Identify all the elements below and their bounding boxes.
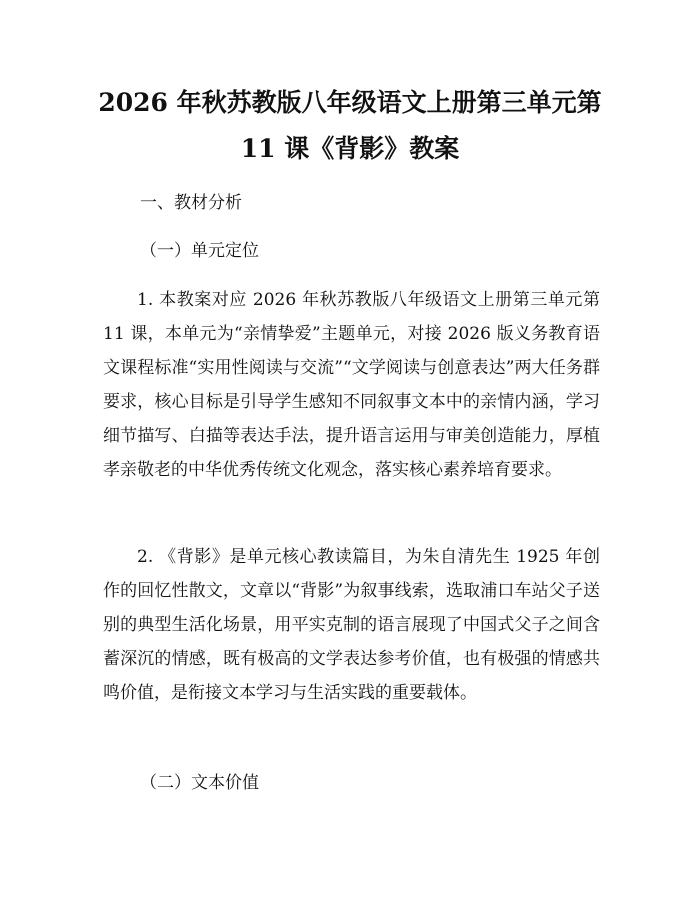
section-heading-textbook-analysis: 一、教材分析 [140, 193, 242, 213]
subsection-heading-unit-positioning: （一）单元定位 [140, 241, 259, 261]
document-title-line-1: 2026 年秋苏教版八年级语文上册第三单元第 [98, 88, 602, 117]
document-title-line-2: 11 课《背影》教案 [240, 134, 460, 163]
paragraph-1: 1. 本教案对应 2026 年秋苏教版八年级语文上册第三单元第 11 课，本单元为“亲情挚爱”主题单元，对接 2026 版义务教育语文课程标准“实用性阅读与交流”“文学阅读与创意表达”两大任务群要求，核心目标是引导学生感知不同叙事文本中的亲情内涵，学习细节描写、白描等表达手法，提升语言运用与审美创造能力，厚植孝亲敬老的中华优秀传统文化观念，落实核心素养培育要求。 [103, 290, 600, 480]
paragraph-2: 2. 《背影》是单元核心教读篇目，为朱自清先生 1925 年创作的回忆性散文，文章以“背影”为叙事线索，选取浦口车站父子送别的典型生活化场景，用平实克制的语言展现了中国式父子之间含蓄深沉的情感，既有极高的文学表达参考价值，也有极强的情感共鸣价值，是衔接文本学习与生活实践的重要载体。 [103, 547, 600, 703]
subsection-heading-text-value: （二）文本价值 [140, 773, 259, 793]
